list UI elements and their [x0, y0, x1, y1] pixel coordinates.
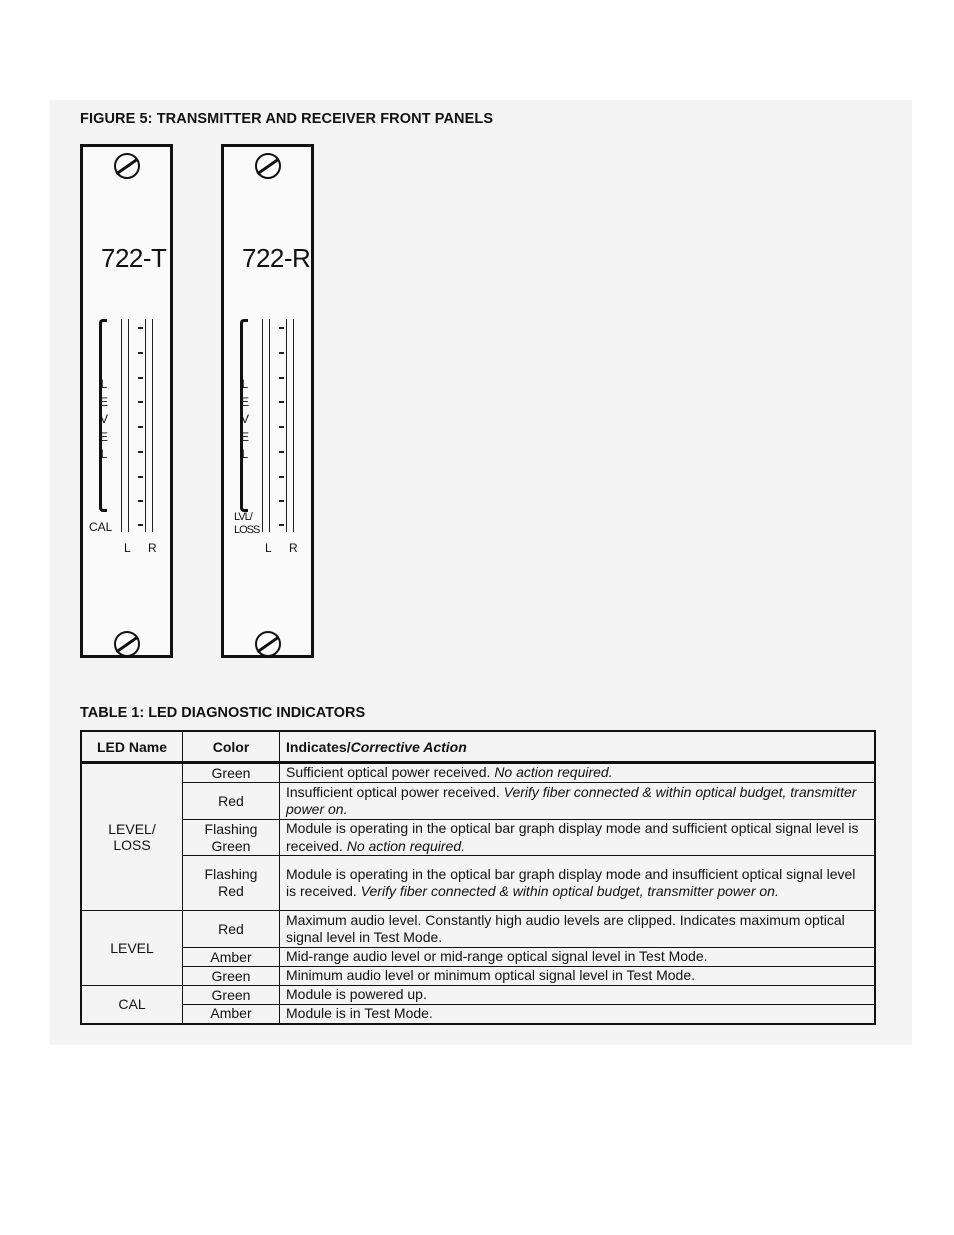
description-cell: Module is operating in the optical bar graph display mode and sufficient optical signal level is received. No action required. — [280, 820, 876, 856]
color-cell: Red — [183, 783, 280, 820]
column-label-l: L — [265, 541, 272, 555]
color-cell: Red — [183, 911, 280, 948]
description-cell: Minimum audio level or minimum optical signal level in Test Mode. — [280, 967, 876, 986]
screw-icon — [255, 153, 281, 179]
description-cell: Insufficient optical power received. Verify fiber connected & within optical budget, transmitter power on. — [280, 783, 876, 820]
column-label-r: R — [289, 541, 298, 555]
table-row — [81, 948, 875, 967]
table-row — [81, 911, 875, 948]
table-row — [81, 1005, 875, 1024]
color-cell: Amber — [183, 1005, 280, 1024]
led-column-right — [145, 319, 153, 532]
level-vertical-label: L E V E L — [99, 377, 108, 461]
led-column-left — [262, 319, 270, 532]
screw-icon — [114, 631, 140, 657]
header-indicates: Indicates/Corrective Action — [280, 731, 876, 763]
figure-title: FIGURE 5: TRANSMITTER AND RECEIVER FRONT PANELS — [80, 111, 494, 127]
column-label-r: R — [148, 541, 157, 555]
led-name-cell: CAL — [81, 986, 183, 1024]
level-vertical-label: L E V E L — [240, 377, 249, 461]
table-row — [81, 986, 875, 1005]
color-cell: Green — [183, 967, 280, 986]
color-cell: Green — [183, 986, 280, 1005]
color-cell: Flashing Red — [183, 856, 280, 911]
lvl-loss-label: LVL/ LOSS — [234, 511, 260, 536]
description-cell: Sufficient optical power received. No action required. — [280, 763, 876, 783]
description-cell: Mid-range audio level or mid-range optical signal level in Test Mode. — [280, 948, 876, 967]
color-cell: Green — [183, 763, 280, 783]
header-color: Color — [183, 731, 280, 763]
transmitter-panel — [80, 144, 173, 658]
color-cell: Flashing Green — [183, 820, 280, 856]
description-cell: Maximum audio level. Constantly high audio levels are clipped. Indicates maximum optical signal level in Test Mode. — [280, 911, 876, 948]
description-cell: Module is in Test Mode. — [280, 1005, 876, 1024]
led-name-cell: LEVEL/ LOSS — [81, 763, 183, 911]
description-cell: Module is operating in the optical bar graph display mode and insufficient optical signal level is received. Verify fiber connected & within optical budget, transmitter power on. — [280, 856, 876, 911]
screw-icon — [255, 631, 281, 657]
table-row — [81, 820, 875, 856]
led-name-cell: LEVEL — [81, 911, 183, 986]
receiver-panel — [221, 144, 314, 658]
table-row — [81, 856, 875, 911]
panel-model-label: 722-R — [242, 243, 311, 273]
table-title: TABLE 1: LED DIAGNOSTIC INDICATORS — [80, 705, 366, 721]
screw-icon — [114, 153, 140, 179]
description-cell: Module is powered up. — [280, 986, 876, 1005]
header-led-name: LED Name — [81, 731, 183, 763]
table-row — [81, 783, 875, 820]
table-header-row — [81, 731, 875, 763]
led-column-left — [121, 319, 129, 532]
panel-model-label: 722-T — [101, 243, 167, 273]
table-row — [81, 967, 875, 986]
table-row — [81, 763, 875, 783]
column-label-l: L — [124, 541, 131, 555]
color-cell: Amber — [183, 948, 280, 967]
cal-label: CAL — [89, 520, 113, 534]
led-diagnostic-table — [80, 730, 876, 1025]
led-column-right — [286, 319, 294, 532]
